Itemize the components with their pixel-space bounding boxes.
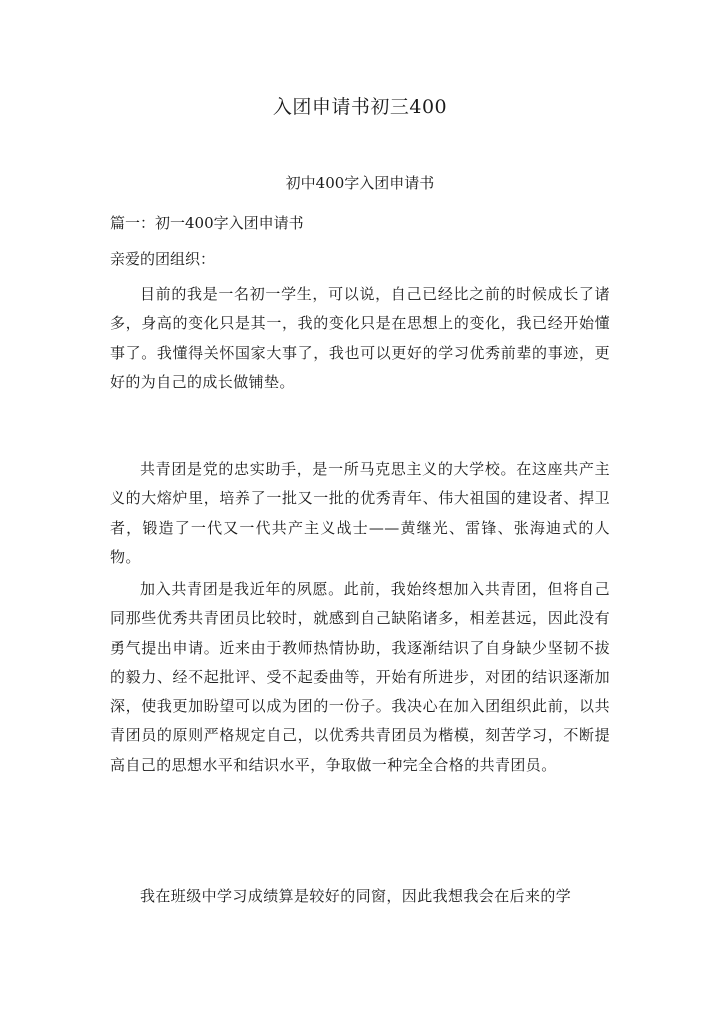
- document-title: 入团申请书初三400: [272, 96, 448, 118]
- paragraph-4: 我在班级中学习成绩算是较好的同窗，因此我想我会在后来的学: [140, 887, 572, 905]
- document-subtitle: 初中400字入团申请书: [285, 174, 435, 192]
- paragraph-2: 共青团是党的忠实助手，是一所马克思主义的大学校。在这座共产主义的大熔炉里，培养了一批又一批的优秀青年、伟大祖国的建设者、捍卫者，锻造了一代又一代共产主义战士——黄继光、雷锋、张海迪式的人物。: [110, 460, 610, 566]
- paragraph-3: 加入共青团是我近年的夙愿。此前，我始终想加入共青团，但将自己同那些优秀共青团员比较时，就感到自己缺陷诸多，相差甚远，因此没有勇气提出申请。近来由于教师热情协助，我逐渐结识了自身缺少坚韧不拔的毅力、经不起批评、受不起委曲等，开始有所进步，对团的结识逐渐加深，使我更加盼望可以成为团的一份子。我决心在加入团组织此前，以共青团员的原则严格规定自己，以优秀共青团员为楷模，刻苦学习，不断提高自己的思想水平和结识水平，争取做一种完全合格的共青团员。: [110, 580, 610, 774]
- paragraph-1: 目前的我是一名初一学生，可以说，自己已经比之前的时候成长了诸多，身高的变化只是其一，我的变化只是在思想上的变化，我已经开始懂事了。我懂得关怀国家大事了，我也可以更好的学习优秀前辈的事迹，更好的为自己的成长做铺垫。: [110, 285, 610, 391]
- section-heading: 篇一：初一400字入团申请书: [110, 214, 304, 232]
- salutation: 亲爱的团组织：: [110, 250, 216, 268]
